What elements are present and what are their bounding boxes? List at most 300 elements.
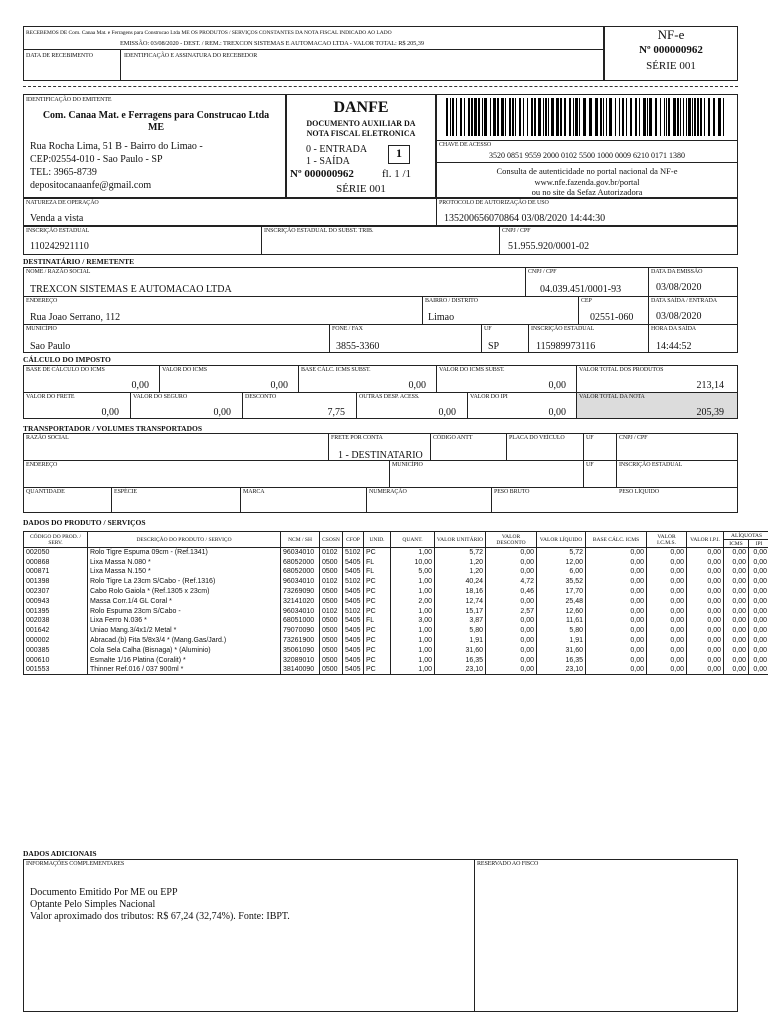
table-cell: 0,00 [586, 655, 647, 665]
table-cell: 0,00 [647, 606, 687, 616]
table-cell: 001395 [24, 606, 88, 616]
dest-saida: 03/08/2020 [656, 311, 702, 322]
table-cell: 0,00 [724, 626, 749, 636]
table-cell: PC [364, 636, 391, 646]
table-row [24, 665, 768, 675]
table-cell: 5102 [343, 606, 364, 616]
table-cell: 001398 [24, 577, 88, 587]
table-cell: 0,00 [586, 596, 647, 606]
table-cell: 0,00 [724, 636, 749, 646]
table-cell: 1,00 [391, 665, 435, 675]
table-cell: 0,00 [687, 557, 724, 567]
th-v-icms: VALOR I.C.M.S. [647, 532, 687, 548]
table-cell: 32141020 [281, 596, 320, 606]
emitente-email: depositocanaanfe@gmail.com [30, 180, 152, 191]
cnpj-emit-value: 51.955.920/0001-02 [508, 241, 590, 252]
canhoto-text1: RECEBEMOS DE Com. Canaa Mat. e Ferragens para Construcao Ltda ME OS PRODUTOS / SERVIÇOS CONSTANTES DA NOTA FISCAL INDICADO AO LADO [26, 30, 392, 36]
dest-cep: 02551-060 [590, 312, 634, 323]
th-desconto: VALOR DESCONTO [486, 532, 537, 548]
table-cell: 5405 [343, 567, 364, 577]
th-bc-icms: BASE CÁLC. ICMS [586, 532, 647, 548]
table-cell: 5405 [343, 645, 364, 655]
table-cell: 000943 [24, 596, 88, 606]
table-cell: 0,00 [486, 557, 537, 567]
table-cell: 1,00 [391, 587, 435, 597]
table-cell: 000871 [24, 567, 88, 577]
dest-uf-label: UF [484, 326, 492, 332]
table-cell: 0,00 [687, 655, 724, 665]
th-cfop: CFOP [343, 532, 364, 548]
table-cell: Rolo Tigre La 23cm S/Cabo - (Ref.1316) [88, 577, 281, 587]
table-cell: 68051000 [281, 616, 320, 626]
danfe-numero: Nº 000000962 [290, 168, 354, 180]
table-cell: 5102 [343, 577, 364, 587]
table-cell: 6,00 [537, 567, 586, 577]
table-cell: 3,87 [435, 616, 486, 626]
ie-value: 110242921110 [30, 241, 89, 252]
table-cell: 2,57 [486, 606, 537, 616]
transp-mun-label: MUNICÍPIO [392, 462, 423, 468]
protocolo-label: PROTOCOLO DE AUTORIZAÇÃO DE USO [439, 200, 549, 206]
dest-fone: 3855-3360 [336, 341, 380, 352]
table-cell: 18,16 [435, 587, 486, 597]
table-cell: 0,00 [687, 645, 724, 655]
adicionais-section: DADOS ADICIONAIS [23, 849, 97, 858]
table-cell: 1,00 [391, 548, 435, 558]
dest-fone-label: FONE / FAX [332, 326, 363, 332]
th-aliquotas: ALÍQUOTAS [724, 532, 768, 540]
table-cell: 0,00 [724, 606, 749, 616]
ie-label: INSCRIÇÃO ESTADUAL [26, 228, 90, 234]
table-cell: 0,00 [486, 626, 537, 636]
data-recebimento-label: DATA DE RECEBIMENTO [26, 53, 93, 59]
table-cell: 73269090 [281, 587, 320, 597]
table-cell: 0,00 [749, 626, 768, 636]
table-cell: 25,48 [537, 596, 586, 606]
table-cell: 0,00 [647, 587, 687, 597]
transp-antt-label: CÓDIGO ANTT [433, 435, 473, 441]
danfe-entrada: 0 - ENTRADA [306, 144, 368, 155]
table-cell: 0102 [320, 548, 343, 558]
table-cell: 0,00 [647, 567, 687, 577]
table-cell: 0,00 [486, 655, 537, 665]
table-cell: 1,00 [391, 606, 435, 616]
produtos-section: DADOS DO PRODUTO / SERVIÇOS [23, 518, 146, 527]
table-cell: 0,00 [687, 548, 724, 558]
table-cell: Lixa Massa N.150 * [88, 567, 281, 577]
table-cell: 0,00 [647, 548, 687, 558]
v-prod: 213,14 [696, 380, 724, 391]
table-cell: 40,24 [435, 577, 486, 587]
table-cell: 0,00 [687, 567, 724, 577]
table-cell: 0,00 [486, 567, 537, 577]
canhoto-numero: Nº 000000962 [639, 44, 703, 56]
table-cell: 38140090 [281, 665, 320, 675]
table-cell: 0,00 [749, 665, 768, 675]
table-cell: 4,72 [486, 577, 537, 587]
table-cell: 0,00 [647, 596, 687, 606]
table-cell: 0,00 [647, 616, 687, 626]
table-cell: 0,00 [687, 626, 724, 636]
table-cell: 0,00 [749, 616, 768, 626]
table-cell: Lixa Ferro N.036 * [88, 616, 281, 626]
canhoto-serie: SÉRIE 001 [646, 60, 696, 72]
canhoto-nfe: NF-e [657, 27, 685, 42]
danfe-serie: SÉRIE 001 [336, 183, 386, 195]
total-label: VALOR TOTAL DA NOTA [579, 394, 645, 400]
table-cell: 000610 [24, 655, 88, 665]
table-cell: 0,00 [647, 655, 687, 665]
table-cell: 0,00 [586, 606, 647, 616]
cnpj-emit-label: CNPJ / CPF [502, 228, 531, 234]
transp-section: TRANSPORTADOR / VOLUMES TRANSPORTADOS [23, 424, 203, 433]
table-cell: 0,00 [486, 665, 537, 675]
th-codigo: CÓDIGO DO PROD. / SERV. [24, 532, 88, 548]
dest-bairro: Limao [428, 312, 455, 323]
dest-end: Rua Joao Serrano, 112 [30, 312, 121, 323]
chave-label: CHAVE DE ACESSO [439, 142, 492, 148]
table-cell: 0,00 [749, 596, 768, 606]
emitente-end2: CEP:02554-010 - Sao Paulo - SP [30, 154, 163, 165]
dest-cep-label: CEP [581, 298, 592, 304]
transp-uf-label: UF [586, 435, 594, 441]
outras: 0,00 [438, 407, 456, 418]
emitente-tel: TEL: 3965-8739 [30, 167, 97, 178]
table-cell: 0500 [320, 616, 343, 626]
transp-pliq-label: PESO LÍQUIDO [619, 489, 659, 495]
table-cell: 002050 [24, 548, 88, 558]
table-cell: 73261900 [281, 636, 320, 646]
table-cell: 001553 [24, 665, 88, 675]
table-cell: 35,52 [537, 577, 586, 587]
dest-hora-label: HORA DA SAÍDA [651, 326, 697, 332]
danfe-sub2: NOTA FISCAL ELETRONICA [306, 129, 416, 138]
table-cell: 0,00 [749, 655, 768, 665]
th-unid: UNID. [364, 532, 391, 548]
v-st: 0,00 [548, 380, 566, 391]
table-cell: 0102 [320, 577, 343, 587]
table-row [24, 548, 768, 558]
info-label: INFORMAÇÕES COMPLEMENTARES [26, 861, 125, 867]
dest-uf: SP [488, 341, 500, 352]
table-cell: 0,00 [586, 665, 647, 675]
transp-razao-label: RAZÃO SOCIAL [26, 435, 69, 441]
table-cell: 0500 [320, 596, 343, 606]
table-cell: 0,00 [647, 557, 687, 567]
table-cell: 5405 [343, 626, 364, 636]
table-cell: 5,72 [435, 548, 486, 558]
table-cell: Uniao Mang.3/4x1/2 Metal * [88, 626, 281, 636]
table-cell: 0,00 [749, 567, 768, 577]
table-cell: 0,00 [586, 587, 647, 597]
th-csosn: CSOSN [320, 532, 343, 548]
table-cell: 5405 [343, 636, 364, 646]
table-cell: 0,00 [749, 645, 768, 655]
table-cell: 5,72 [537, 548, 586, 558]
table-cell: 0500 [320, 557, 343, 567]
bc-icms-label: BASE DE CÁLCULO DO ICMS [26, 367, 105, 373]
dest-ie-label: INSCRIÇÃO ESTADUAL [531, 326, 595, 332]
table-cell: Rolo Tigre Espuma 09cm - (Ref.1341) [88, 548, 281, 558]
products-table [23, 531, 768, 675]
table-cell: 5102 [343, 548, 364, 558]
table-cell: 31,60 [435, 645, 486, 655]
table-cell: 0102 [320, 606, 343, 616]
table-cell: 32089010 [281, 655, 320, 665]
table-cell: 0,00 [486, 645, 537, 655]
destinatario-section: DESTINATÁRIO / REMETENTE [23, 257, 135, 266]
table-cell: 000868 [24, 557, 88, 567]
table-cell: 0,00 [647, 636, 687, 646]
table-cell: 5,00 [391, 567, 435, 577]
table-cell: Lixa Massa N.080 * [88, 557, 281, 567]
table-cell: 0,00 [586, 567, 647, 577]
total: 205,39 [696, 407, 724, 418]
table-cell: PC [364, 548, 391, 558]
dest-mun-label: MUNICÍPIO [26, 326, 57, 332]
danfe-sub1: DOCUMENTO AUXILIAR DA [306, 119, 416, 128]
chave-value: 3520 0851 9559 2000 0102 5500 1000 0009 6210 0171 1380 [489, 151, 685, 160]
table-cell: 0,00 [687, 577, 724, 587]
dest-cnpj: 04.039.451/0001-93 [540, 284, 622, 295]
consulta3: ou no site da Sefaz Autorizadora [531, 187, 643, 197]
table-row [24, 557, 768, 567]
table-row [24, 655, 768, 665]
dest-emissao-label: DATA DA EMISSÃO [651, 269, 703, 275]
table-cell: 0500 [320, 636, 343, 646]
table-cell: 0,00 [647, 645, 687, 655]
dest-nome-label: NOME / RAZÃO SOCIAL [26, 269, 91, 275]
table-cell: 79070090 [281, 626, 320, 636]
table-cell: PC [364, 645, 391, 655]
table-cell: Rolo Espuma 23cm S/Cabo - [88, 606, 281, 616]
table-cell: 0,00 [687, 606, 724, 616]
table-cell: 35061090 [281, 645, 320, 655]
table-cell: 12,00 [537, 557, 586, 567]
table-cell: 0,00 [687, 587, 724, 597]
table-cell: 002038 [24, 616, 88, 626]
table-cell: 0,00 [486, 548, 537, 558]
table-row [24, 606, 768, 616]
table-cell: 5405 [343, 665, 364, 675]
ipi: 0,00 [548, 407, 566, 418]
table-cell: 0500 [320, 655, 343, 665]
table-cell: 0500 [320, 626, 343, 636]
table-cell: 0500 [320, 665, 343, 675]
table-cell: 0,00 [647, 577, 687, 587]
table-cell: 0,00 [749, 557, 768, 567]
table-cell: FL [364, 557, 391, 567]
table-cell: 0,46 [486, 587, 537, 597]
desconto-label: DESCONTO [245, 394, 277, 400]
th-unitario: VALOR UNITÁRIO [435, 532, 486, 548]
table-cell: Esmalte 1/16 Platina (Coralit) * [88, 655, 281, 665]
table-cell: 96034010 [281, 548, 320, 558]
table-cell: Abracad.(b) Fita 5/8x3/4 * (Mang.Gas/Jard.) [88, 636, 281, 646]
emitente-nome: Com. Canaa Mat. e Ferragens para Construcao Ltda ME [42, 110, 270, 133]
consulta1: Consulta de autenticidade no portal nacional da NF-e [496, 166, 678, 176]
table-cell: 0,00 [724, 557, 749, 567]
table-cell: 002307 [24, 587, 88, 597]
transp-uf2-label: UF [586, 462, 594, 468]
natureza-value: Venda a vista [30, 213, 84, 224]
dest-ie: 115989973116 [536, 341, 596, 352]
table-cell: 16,35 [537, 655, 586, 665]
bc-st-label: BASE CÁLC. ICMS SUBST. [301, 367, 371, 373]
table-cell: FL [364, 567, 391, 577]
danfe-title: DANFE [333, 99, 389, 116]
table-cell: Thinner Ref.016 / 037 900ml * [88, 665, 281, 675]
dest-end-label: ENDEREÇO [26, 298, 58, 304]
table-cell: 23,10 [537, 665, 586, 675]
danfe-saida: 1 - SAÍDA [306, 156, 350, 167]
table-cell: 000002 [24, 636, 88, 646]
outras-label: OUTRAS DESP. ACESS. [359, 394, 420, 400]
table-cell: 10,00 [391, 557, 435, 567]
table-cell: PC [364, 587, 391, 597]
bc-icms: 0,00 [131, 380, 149, 391]
dest-hora: 14:44:52 [656, 341, 692, 352]
desconto: 7,75 [327, 407, 345, 418]
table-row [24, 587, 768, 597]
table-row [24, 645, 768, 655]
transp-marca-label: MARCA [243, 489, 265, 495]
table-cell: 0,00 [687, 616, 724, 626]
table-cell: 12,60 [537, 606, 586, 616]
table-cell: 0,00 [749, 587, 768, 597]
table-cell: 12,74 [435, 596, 486, 606]
consulta2: www.nfe.fazenda.gov.br/portal [534, 177, 640, 187]
table-cell: PC [364, 596, 391, 606]
table-cell: 31,60 [537, 645, 586, 655]
table-cell: 0,00 [687, 665, 724, 675]
table-cell: 0,00 [724, 548, 749, 558]
th-aliq-ipi: IPI [749, 540, 768, 548]
table-cell: 0,00 [586, 616, 647, 626]
table-cell: 0,00 [586, 626, 647, 636]
th-ncm: NCM / SH [281, 532, 320, 548]
transp-ie-label: INSCRIÇÃO ESTADUAL [619, 462, 683, 468]
table-cell: PC [364, 577, 391, 587]
canhoto-text2: EMISSÃO: 03/08/2020 - DEST. / REM.: TREXCON SISTEMAS E AUTOMACAO LTDA - VALOR TOTAL: R$ 205,39 [120, 40, 424, 47]
cut-line [23, 86, 738, 87]
table-cell: 0,00 [486, 636, 537, 646]
transp-placa-label: PLACA DO VEÍCULO [509, 435, 565, 441]
table-cell: 0,00 [586, 557, 647, 567]
table-cell: 96034010 [281, 577, 320, 587]
transp-cnpj-label: CNPJ / CPF [619, 435, 648, 441]
table-row [24, 636, 768, 646]
danfe-folha: fl. 1 /1 [382, 168, 412, 180]
seguro-label: VALOR DO SEGURO [133, 394, 188, 400]
table-cell: 68052000 [281, 567, 320, 577]
dest-cnpj-label: CNPJ / CPF [528, 269, 557, 275]
transp-frete: 1 - DESTINATARIO [338, 450, 423, 461]
dest-bairro-label: BAIRRO / DISTRITO [425, 298, 478, 304]
table-cell: 0,00 [586, 645, 647, 655]
table-cell: 0,00 [486, 616, 537, 626]
table-cell: 0,00 [724, 587, 749, 597]
dest-emissao: 03/08/2020 [656, 282, 702, 293]
info-line2: Optante Pelo Simples Nacional [30, 899, 156, 910]
bc-st: 0,00 [408, 380, 426, 391]
table-cell: PC [364, 665, 391, 675]
fisco-label: RESERVADO AO FISCO [477, 861, 539, 867]
protocolo-value: 135200656070864 03/08/2020 14:44:30 [444, 213, 606, 224]
table-cell: 0,00 [724, 665, 749, 675]
table-cell: 3,00 [391, 616, 435, 626]
table-cell: 23,10 [435, 665, 486, 675]
barcode [446, 98, 728, 136]
table-cell: 0,00 [724, 655, 749, 665]
th-liquido: VALOR LÍQUIDO [537, 532, 586, 548]
table-cell: 5405 [343, 616, 364, 626]
table-cell: 5405 [343, 557, 364, 567]
table-cell: 0,00 [724, 645, 749, 655]
table-cell: 5405 [343, 655, 364, 665]
table-cell: 0500 [320, 567, 343, 577]
table-cell: 0,00 [724, 577, 749, 587]
table-cell: 2,00 [391, 596, 435, 606]
frete-label: VALOR DO FRETE [26, 394, 75, 400]
ie-st-label: INSCRIÇÃO ESTADUAL DO SUBST. TRIB. [264, 228, 374, 234]
table-cell: Massa Corr.1/4 GL Coral * [88, 596, 281, 606]
th-quant: QUANT. [391, 532, 435, 548]
table-cell: 0,00 [749, 548, 768, 558]
transp-num-label: NUMERAÇÃO [369, 489, 407, 495]
table-row [24, 626, 768, 636]
table-cell: 1,20 [435, 557, 486, 567]
table-cell: Cabo Rolo Gaiola * (Ref.1305 x 23cm) [88, 587, 281, 597]
dest-mun: Sao Paulo [30, 341, 71, 352]
table-cell: 5405 [343, 587, 364, 597]
table-cell: 1,91 [435, 636, 486, 646]
table-cell: 0,00 [687, 596, 724, 606]
table-cell: 1,00 [391, 645, 435, 655]
dest-saida-label: DATA SAÍDA / ENTRADA [651, 298, 718, 304]
danfe-tipo: 1 [396, 146, 402, 160]
natureza-label: NATUREZA DE OPERAÇÃO [26, 200, 99, 206]
th-aliq-icms: ICMS [724, 540, 749, 548]
table-cell: 0,00 [486, 596, 537, 606]
v-icms-label: VALOR DO ICMS [162, 367, 207, 373]
table-cell: 16,35 [435, 655, 486, 665]
table-cell: FL [364, 616, 391, 626]
table-cell: 0,00 [647, 626, 687, 636]
table-cell: 0,00 [724, 616, 749, 626]
table-cell: 0,00 [586, 577, 647, 587]
table-cell: 15,17 [435, 606, 486, 616]
table-cell: 0500 [320, 645, 343, 655]
table-cell: PC [364, 606, 391, 616]
v-prod-label: VALOR TOTAL DOS PRODUTOS [579, 367, 664, 373]
table-row [24, 567, 768, 577]
table-cell: 5,80 [537, 626, 586, 636]
table-cell: 0,00 [586, 548, 647, 558]
table-cell: 5405 [343, 596, 364, 606]
table-cell: 001642 [24, 626, 88, 636]
table-cell: 1,00 [391, 626, 435, 636]
table-cell: 000385 [24, 645, 88, 655]
table-cell: 96034010 [281, 606, 320, 616]
transp-frete-label: FRETE POR CONTA [331, 435, 383, 441]
table-cell: 0,00 [586, 636, 647, 646]
table-cell: PC [364, 655, 391, 665]
table-cell: 1,00 [391, 577, 435, 587]
table-row [24, 616, 768, 626]
table-cell: 0,00 [749, 606, 768, 616]
seguro: 0,00 [213, 407, 231, 418]
